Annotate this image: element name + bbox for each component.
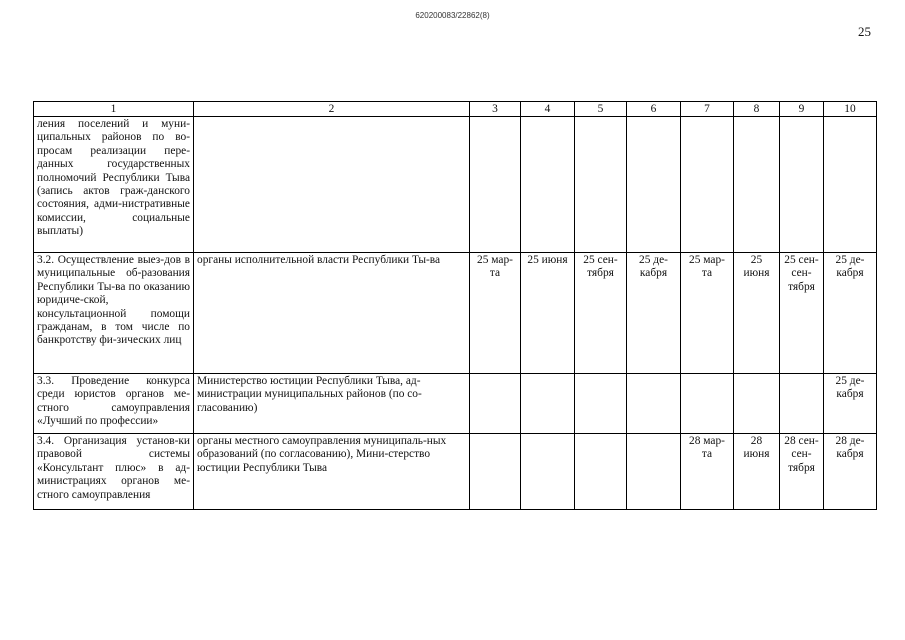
date-cell: 25 сен-тября	[575, 253, 627, 374]
date-cell	[521, 434, 575, 510]
column-number: 1	[34, 102, 194, 117]
date-cell: 25 июня	[521, 253, 575, 374]
schedule-table	[33, 101, 877, 510]
date-cell	[734, 374, 780, 434]
responsible-cell: органы местного самоуправления муниципаль-ных образований (по согласованию), Мини-стерство юстиции Республики Тыва	[194, 434, 470, 510]
date-cell: 25 мар-та	[470, 253, 521, 374]
responsible-cell: Министерство юстиции Республики Тыва, ад-министрации муниципальных районов (по со-гласованию)	[194, 374, 470, 434]
responsible-cell	[194, 117, 470, 253]
date-cell	[470, 434, 521, 510]
date-cell: 25 сен-сен-тября	[780, 253, 824, 374]
date-cell: 25 мар-та	[681, 253, 734, 374]
date-cell: 28 сен-сен-тября	[780, 434, 824, 510]
column-number: 4	[521, 102, 575, 117]
date-cell	[521, 374, 575, 434]
measure-cell: 3.4. Организация установ-ки правовой системы «Консультант плюс» в ад-министрациях органов ме-стного самоуправления	[34, 434, 194, 510]
date-cell: 28 июня	[734, 434, 780, 510]
date-cell: 28 де-кабря	[824, 434, 877, 510]
measure-cell: 3.3. Проведение конкурса среди юристов органов ме-стного самоуправления «Лучший по профессии»	[34, 374, 194, 434]
date-cell: 25 де-кабря	[627, 253, 681, 374]
table-row	[34, 434, 877, 510]
table-header-row	[34, 102, 877, 117]
responsible-cell: органы исполнительной власти Республики Ты-ва	[194, 253, 470, 374]
date-cell	[627, 434, 681, 510]
date-cell: 28 мар-та	[681, 434, 734, 510]
date-cell: 25 де-кабря	[824, 374, 877, 434]
column-number: 7	[681, 102, 734, 117]
date-cell	[470, 374, 521, 434]
column-number: 6	[627, 102, 681, 117]
column-number: 3	[470, 102, 521, 117]
table-row	[34, 117, 877, 253]
table-row	[34, 374, 877, 434]
date-cell	[824, 117, 877, 253]
date-cell	[627, 374, 681, 434]
date-cell	[681, 117, 734, 253]
column-number: 5	[575, 102, 627, 117]
column-number: 8	[734, 102, 780, 117]
date-cell	[575, 117, 627, 253]
date-cell	[575, 374, 627, 434]
date-cell	[734, 117, 780, 253]
date-cell	[521, 117, 575, 253]
measure-cell: 3.2. Осуществление выез-дов в муниципальные об-разования Республики Ты-ва по оказанию юридиче-ской, консультационной помощи гражданам, в том числе по банкротству фи-зических лиц	[34, 253, 194, 374]
date-cell	[780, 117, 824, 253]
date-cell: 25 де-кабря	[824, 253, 877, 374]
page-number: 25	[858, 24, 871, 39]
date-cell	[575, 434, 627, 510]
date-cell: 25 июня	[734, 253, 780, 374]
column-number: 10	[824, 102, 877, 117]
date-cell	[780, 374, 824, 434]
column-number: 9	[780, 102, 824, 117]
date-cell	[681, 374, 734, 434]
table-row	[34, 253, 877, 374]
column-number: 2	[194, 102, 470, 117]
measure-cell: ления поселений и муни-ципальных районов по во-просам реализации пере-данных государственных полномочий Республики Тыва (запись актов граж-данского состояния, адми-нистративные комиссии, социальные выплаты)	[34, 117, 194, 253]
date-cell	[470, 117, 521, 253]
date-cell	[627, 117, 681, 253]
document-code: 620200083/22862(8)	[415, 11, 490, 20]
